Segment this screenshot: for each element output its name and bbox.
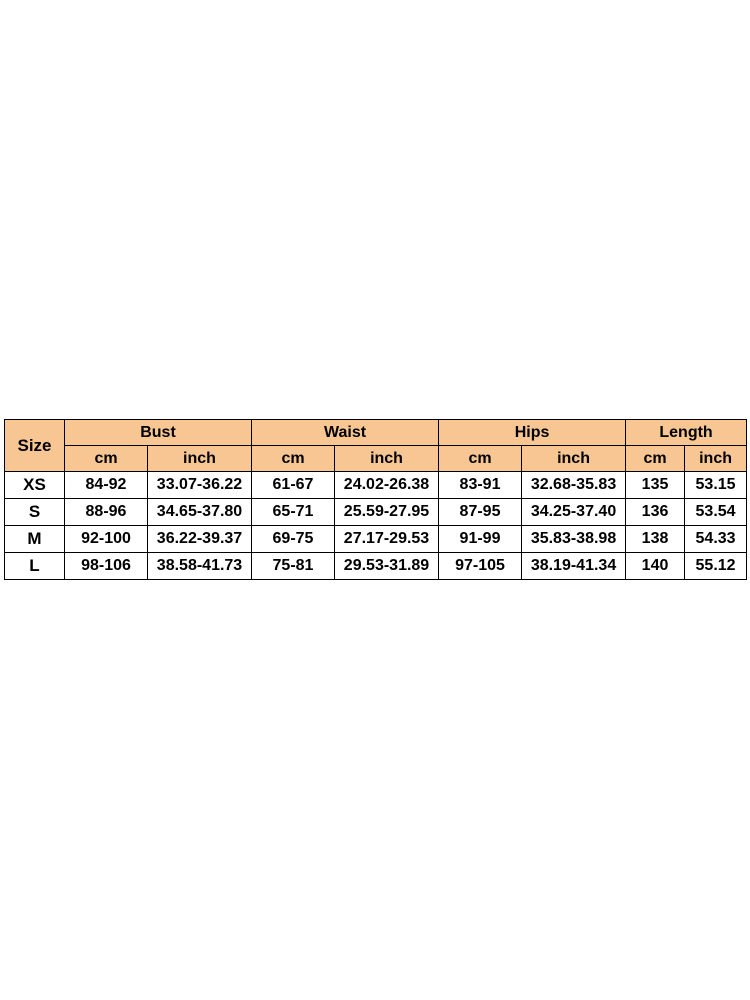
waist-cm-cell: 65-71 bbox=[252, 499, 335, 526]
bust-inch-cell: 36.22-39.37 bbox=[148, 526, 252, 553]
length-cm-cell: 138 bbox=[626, 526, 685, 553]
bust-inch-cell: 33.07-36.22 bbox=[148, 472, 252, 499]
hips-cm-cell: 91-99 bbox=[439, 526, 522, 553]
length-inch-cell: 53.15 bbox=[685, 472, 747, 499]
length-cm-cell: 135 bbox=[626, 472, 685, 499]
hips-cm-cell: 87-95 bbox=[439, 499, 522, 526]
size-cell: L bbox=[5, 553, 65, 580]
hips-cm-cell: 83-91 bbox=[439, 472, 522, 499]
bust-cm-cell: 98-106 bbox=[65, 553, 148, 580]
waist-cm-cell: 69-75 bbox=[252, 526, 335, 553]
header-row-groups bbox=[5, 420, 747, 446]
waist-inch-cell: 24.02-26.38 bbox=[335, 472, 439, 499]
waist-header: Waist bbox=[252, 420, 439, 446]
bust-cm-header: cm bbox=[65, 446, 148, 472]
waist-inch-cell: 25.59-27.95 bbox=[335, 499, 439, 526]
bust-inch-cell: 34.65-37.80 bbox=[148, 499, 252, 526]
hips-cm-cell: 97-105 bbox=[439, 553, 522, 580]
waist-inch-cell: 27.17-29.53 bbox=[335, 526, 439, 553]
length-cm-cell: 136 bbox=[626, 499, 685, 526]
hips-cm-header: cm bbox=[439, 446, 522, 472]
table-row bbox=[5, 553, 747, 580]
length-inch-cell: 54.33 bbox=[685, 526, 747, 553]
bust-cm-cell: 88-96 bbox=[65, 499, 148, 526]
hips-inch-cell: 35.83-38.98 bbox=[522, 526, 626, 553]
size-cell: XS bbox=[5, 472, 65, 499]
size-cell: S bbox=[5, 499, 65, 526]
table-row bbox=[5, 499, 747, 526]
length-inch-header: inch bbox=[685, 446, 747, 472]
bust-header: Bust bbox=[65, 420, 252, 446]
hips-inch-cell: 32.68-35.83 bbox=[522, 472, 626, 499]
table-row bbox=[5, 526, 747, 553]
bust-inch-header: inch bbox=[148, 446, 252, 472]
hips-header: Hips bbox=[439, 420, 626, 446]
waist-cm-header: cm bbox=[252, 446, 335, 472]
size-header: Size bbox=[5, 420, 65, 472]
bust-inch-cell: 38.58-41.73 bbox=[148, 553, 252, 580]
hips-inch-cell: 34.25-37.40 bbox=[522, 499, 626, 526]
length-header: Length bbox=[626, 420, 747, 446]
size-cell: M bbox=[5, 526, 65, 553]
waist-inch-header: inch bbox=[335, 446, 439, 472]
table-row bbox=[5, 472, 747, 499]
length-cm-cell: 140 bbox=[626, 553, 685, 580]
hips-inch-header: inch bbox=[522, 446, 626, 472]
header-row-units bbox=[5, 446, 747, 472]
length-inch-cell: 55.12 bbox=[685, 553, 747, 580]
waist-cm-cell: 75-81 bbox=[252, 553, 335, 580]
waist-cm-cell: 61-67 bbox=[252, 472, 335, 499]
hips-inch-cell: 38.19-41.34 bbox=[522, 553, 626, 580]
size-chart-table bbox=[4, 419, 747, 580]
bust-cm-cell: 92-100 bbox=[65, 526, 148, 553]
waist-inch-cell: 29.53-31.89 bbox=[335, 553, 439, 580]
length-inch-cell: 53.54 bbox=[685, 499, 747, 526]
length-cm-header: cm bbox=[626, 446, 685, 472]
bust-cm-cell: 84-92 bbox=[65, 472, 148, 499]
